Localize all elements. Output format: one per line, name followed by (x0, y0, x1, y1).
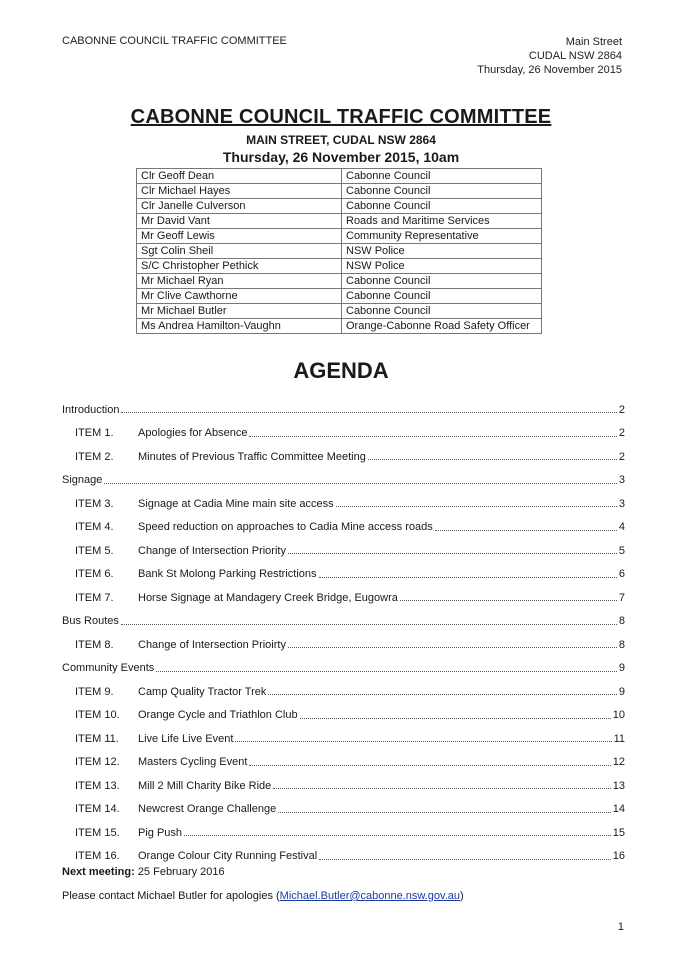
toc-item[interactable] (62, 798, 625, 822)
agenda-heading: AGENDA (293, 358, 389, 383)
toc-item[interactable] (62, 445, 625, 469)
toc-section[interactable] (62, 469, 625, 493)
toc-page-number: 8 (618, 638, 625, 651)
toc-leader (319, 859, 611, 860)
toc-item[interactable] (62, 680, 625, 704)
toc-item-number: ITEM 11. (75, 732, 119, 745)
toc-item[interactable] (62, 633, 625, 657)
attendee-organisation: Cabonne Council (342, 304, 542, 319)
toc-title: Change of Intersection Prioirty (138, 638, 286, 651)
toc-title: Mill 2 Mill Charity Bike Ride (138, 779, 272, 792)
toc-leader (121, 412, 616, 413)
toc-title: Horse Signage at Mandagery Creek Bridge, Eugowra (138, 591, 398, 604)
toc-page-number: 9 (618, 685, 625, 698)
attendee-row (137, 229, 542, 244)
toc-item[interactable] (62, 539, 625, 563)
toc-page-number: 8 (618, 615, 625, 628)
header-town: CUDAL NSW 2864 (528, 50, 622, 62)
next-meeting-date: 25 February 2016 (137, 866, 225, 878)
attendee-name: Mr Michael Ryan (137, 274, 342, 289)
toc-item-number: ITEM 1. (75, 427, 114, 440)
toc-page-number: 12 (612, 756, 625, 769)
toc-item-number: ITEM 9. (75, 685, 114, 698)
header-date: Thursday, 26 November 2015 (477, 64, 622, 76)
attendee-name: Sgt Colin Sheil (137, 244, 342, 259)
toc-item-number: ITEM 6. (75, 568, 114, 581)
attendee-row (137, 214, 542, 229)
toc-item-number: ITEM 8. (75, 638, 114, 651)
contact-line (62, 890, 464, 902)
toc-leader (435, 530, 617, 531)
toc-title: Live Life Live Event (138, 732, 234, 745)
toc-page-number: 10 (612, 709, 625, 722)
toc-title: Bus Routes (62, 615, 119, 628)
attendee-organisation: Cabonne Council (342, 169, 542, 184)
attendee-name: Mr Clive Cawthorne (137, 289, 342, 304)
attendee-organisation: Community Representative (342, 229, 542, 244)
attendee-row (137, 274, 542, 289)
toc-section[interactable] (62, 657, 625, 681)
toc-item[interactable] (62, 563, 625, 587)
attendee-row (137, 304, 542, 319)
attendee-name: Clr Michael Hayes (137, 184, 342, 199)
toc-item[interactable] (62, 422, 625, 446)
toc-title: Change of Intersection Priority (138, 544, 286, 557)
toc-leader (336, 506, 617, 507)
attendee-organisation: Cabonne Council (342, 184, 542, 199)
toc-section[interactable] (62, 398, 625, 422)
attendee-organisation: NSW Police (342, 259, 542, 274)
toc-leader (400, 600, 617, 601)
toc-title: Camp Quality Tractor Trek (138, 685, 267, 698)
toc-page-number: 3 (618, 497, 625, 510)
attendee-organisation: Roads and Maritime Services (342, 214, 542, 229)
toc-item[interactable] (62, 516, 625, 540)
toc-title: Community Events (62, 662, 155, 675)
attendee-row (137, 184, 542, 199)
meeting-date: Thursday, 26 November 2015, 10am (222, 149, 460, 165)
toc-item[interactable] (62, 821, 625, 845)
toc-title: Newcrest Orange Challenge (138, 803, 277, 816)
attendee-organisation: Cabonne Council (342, 199, 542, 214)
toc-item-number: ITEM 10. (75, 709, 120, 722)
toc-item[interactable] (62, 727, 625, 751)
toc-leader (288, 553, 617, 554)
toc-page-number: 9 (618, 662, 625, 675)
attendee-organisation: NSW Police (342, 244, 542, 259)
toc-leader (319, 577, 617, 578)
toc-page-number: 13 (612, 779, 625, 792)
toc-page-number: 2 (618, 450, 625, 463)
toc-leader (278, 812, 611, 813)
toc-item-number: ITEM 3. (75, 497, 114, 510)
toc-page-number: 6 (618, 568, 625, 581)
attendee-name: Ms Andrea Hamilton-Vaughn (137, 319, 342, 334)
toc-leader (235, 741, 611, 742)
attendee-name: Clr Geoff Dean (137, 169, 342, 184)
toc-title: Minutes of Previous Traffic Committee Meeting (138, 450, 366, 463)
toc-item[interactable] (62, 751, 625, 775)
toc-leader (156, 671, 617, 672)
toc-item[interactable] (62, 845, 625, 869)
toc-title: Signage (62, 474, 103, 487)
toc-item[interactable] (62, 774, 625, 798)
toc-title: Apologies for Absence (138, 427, 248, 440)
toc-page-number: 11 (613, 732, 625, 745)
attendee-name: S/C Christopher Pethick (137, 259, 342, 274)
document-subtitle: MAIN STREET, CUDAL NSW 2864 (246, 133, 436, 147)
toc-item-number: ITEM 13. (75, 779, 120, 792)
toc-item[interactable] (62, 586, 625, 610)
toc-leader (273, 788, 610, 789)
toc-item[interactable] (62, 704, 625, 728)
toc-page-number: 7 (618, 591, 625, 604)
toc-item-number: ITEM 15. (75, 826, 120, 839)
toc-title: Orange Cycle and Triathlon Club (138, 709, 298, 722)
toc-item-number: ITEM 14. (75, 803, 120, 816)
attendee-row (137, 259, 542, 274)
toc-title: Signage at Cadia Mine main site access (138, 497, 334, 510)
toc-leader (184, 835, 611, 836)
toc-leader (368, 459, 617, 460)
attendee-row (137, 319, 542, 334)
toc-title: Introduction (62, 403, 120, 416)
attendee-row (137, 199, 542, 214)
attendee-row (137, 169, 542, 184)
toc-title: Orange Colour City Running Festival (138, 850, 318, 863)
toc-title: Pig Push (138, 826, 183, 839)
attendee-name: Mr Michael Butler (137, 304, 342, 319)
toc-item[interactable] (62, 492, 625, 516)
attendee-name: Mr David Vant (137, 214, 342, 229)
toc-page-number: 2 (618, 403, 625, 416)
toc-item-number: ITEM 12. (75, 756, 120, 769)
attendee-organisation: Orange-Cabonne Road Safety Officer (342, 319, 542, 334)
toc-section[interactable] (62, 610, 625, 634)
attendees-table (136, 168, 542, 334)
attendee-row (137, 244, 542, 259)
attendee-name: Mr Geoff Lewis (137, 229, 342, 244)
document-title: CABONNE COUNCIL TRAFFIC COMMITTEE (130, 106, 552, 128)
toc-item-number: ITEM 7. (75, 591, 114, 604)
toc-leader (104, 483, 617, 484)
toc-page-number: 3 (618, 474, 625, 487)
contact-text: Please contact Michael Butler for apologies ( (62, 890, 280, 902)
toc-leader (249, 765, 610, 766)
toc-page-number: 2 (618, 427, 625, 440)
toc-leader (121, 624, 617, 625)
toc-leader (288, 647, 617, 648)
toc-leader (249, 436, 616, 437)
toc-item-number: ITEM 5. (75, 544, 114, 557)
toc-page-number: 5 (618, 544, 625, 557)
toc-leader (268, 694, 617, 695)
email-link[interactable]: Michael.Butler@cabonne.nsw.gov.au (279, 890, 461, 902)
toc-item-number: ITEM 16. (75, 850, 120, 863)
toc-page-number: 16 (612, 850, 625, 863)
next-meeting (62, 866, 225, 878)
page-number: 1 (617, 921, 624, 933)
attendee-organisation: Cabonne Council (342, 289, 542, 304)
header-street: Main Street (565, 36, 622, 48)
contact-close: ) (460, 890, 464, 902)
table-of-contents (62, 398, 625, 868)
toc-title: Masters Cycling Event (138, 756, 248, 769)
attendee-name: Clr Janelle Culverson (137, 199, 342, 214)
toc-title: Speed reduction on approaches to Cadia Mine access roads (138, 521, 433, 534)
attendee-row (137, 289, 542, 304)
toc-leader (300, 718, 611, 719)
toc-page-number: 4 (618, 521, 625, 534)
toc-page-number: 14 (612, 803, 625, 816)
toc-item-number: ITEM 4. (75, 521, 114, 534)
attendee-organisation: Cabonne Council (342, 274, 542, 289)
running-header-left: CABONNE COUNCIL TRAFFIC COMMITTEE (62, 35, 287, 47)
toc-page-number: 15 (612, 826, 625, 839)
running-header-right (477, 35, 622, 77)
next-meeting-label: Next meeting: (62, 866, 135, 878)
toc-title: Bank St Molong Parking Restrictions (138, 568, 317, 581)
toc-item-number: ITEM 2. (75, 450, 114, 463)
